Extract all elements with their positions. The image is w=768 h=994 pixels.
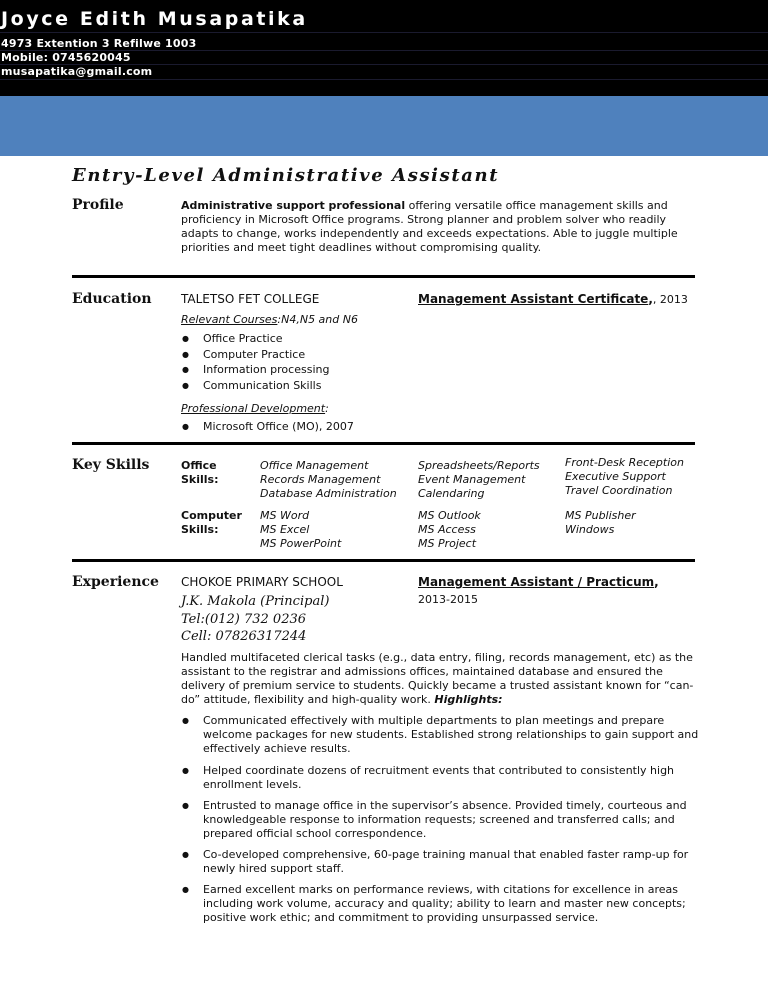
list-item: ● Earned excellent marks on performance reviews, with citations for excellence in areas including work volume, accuracy and quality; ability to learn and master new concepts; positive work ethic; and commitment to providing unsurpassed service. — [181, 883, 721, 925]
header-bar — [0, 0, 768, 96]
list-item: ● Microsoft Office (MO), 2007 — [181, 420, 354, 434]
list-item: ● Entrusted to manage office in the supervisor’s absence. Provided timely, courteous and knowledgeable response to information requests; screened and transferred calls; and prepared official school correspondence. — [181, 799, 721, 841]
courses-list — [181, 331, 329, 393]
candidate-name: Joyce Edith Musapatika — [1, 8, 308, 30]
profile-text: Administrative support professional offering versatile office management skills and proficiency in Microsoft Office programs. Strong planner and problem solver who readily adapts to change, works independently and exceeds expectations. Able to juggle multiple priorities and meet tight deadlines without compromising quality. — [181, 199, 678, 254]
reference-contact: J.K. Makola (Principal) Tel:(012) 732 0236 Cell: 07826317244 — [181, 594, 330, 644]
highlights-label: Highlights: — [434, 693, 503, 706]
list-item: ● Office Practice — [181, 331, 329, 347]
address: 4973 Extention 3 Refilwe 1003 — [1, 37, 197, 50]
office-skills-label: Office Skills: — [181, 459, 219, 486]
highlights-list — [181, 714, 721, 925]
list-item: ● Communication Skills — [181, 378, 329, 394]
office-skills-col-2: Spreadsheets/Reports Event Management Calendaring — [418, 459, 540, 500]
experience-summary: Handled multifaceted clerical tasks (e.g., data entry, filing, records management, etc) as the assistant to the registrar and admissions offices, maintained database and ensured the delivery of premium service to students. Quickly became a trusted assistant known for “can- do” attitude, flexibility and high-quality work. Highlights: — [181, 651, 694, 706]
education-heading: Education — [72, 291, 152, 307]
office-skills-col-3: Front-Desk Reception Executive Support Travel Coordination — [565, 456, 684, 497]
pd-list — [181, 420, 354, 434]
header-divider — [0, 79, 768, 80]
list-item: ● Computer Practice — [181, 347, 329, 363]
list-item: ● Co-developed comprehensive, 60-page training manual that enabled faster ramp-up for newly hired support staff. — [181, 848, 721, 876]
profile-lead: Administrative support professional — [181, 199, 406, 212]
profile-heading: Profile — [72, 197, 124, 213]
role-title: Management Assistant / Practicum, — [418, 575, 659, 589]
mobile: Mobile: 0745620045 — [1, 51, 131, 64]
certificate: Management Assistant Certificate,, 2013 — [418, 292, 688, 306]
skills-heading: Key Skills — [72, 457, 150, 473]
accent-band — [0, 96, 768, 156]
list-item: ● Helped coordinate dozens of recruitment events that contributed to consistently high enrollment levels. — [181, 764, 721, 792]
computer-skills-col-2: MS Outlook MS Access MS Project — [418, 509, 481, 550]
professional-development: Professional Development: — [181, 402, 329, 415]
list-item: ● Information processing — [181, 362, 329, 378]
list-item: ● Communicated effectively with multiple departments to plan meetings and prepare welcome packages for new students. Established strong relationships to gain support and effectively achieve results. — [181, 714, 721, 756]
computer-skills-label: Computer Skills: — [181, 509, 242, 536]
email: musapatika@gmail.com — [1, 65, 153, 78]
section-rule — [72, 442, 695, 445]
computer-skills-col-3: MS Publisher Windows — [565, 509, 636, 536]
resume-title: Entry-Level Administrative Assistant — [72, 165, 500, 186]
role-dates: 2013-2015 — [418, 593, 478, 606]
section-rule — [72, 559, 695, 562]
school-name: TALETSO FET COLLEGE — [181, 292, 320, 306]
experience-heading: Experience — [72, 574, 159, 590]
computer-skills-col-1: MS Word MS Excel MS PowerPoint — [260, 509, 342, 550]
section-rule — [72, 275, 695, 278]
relevant-courses: Relevant Courses:N4,N5 and N6 — [181, 313, 358, 326]
employer-name: CHOKOE PRIMARY SCHOOL — [181, 575, 343, 589]
office-skills-col-1: Office Management Records Management Database Administration — [260, 459, 397, 500]
header-divider — [0, 32, 768, 33]
